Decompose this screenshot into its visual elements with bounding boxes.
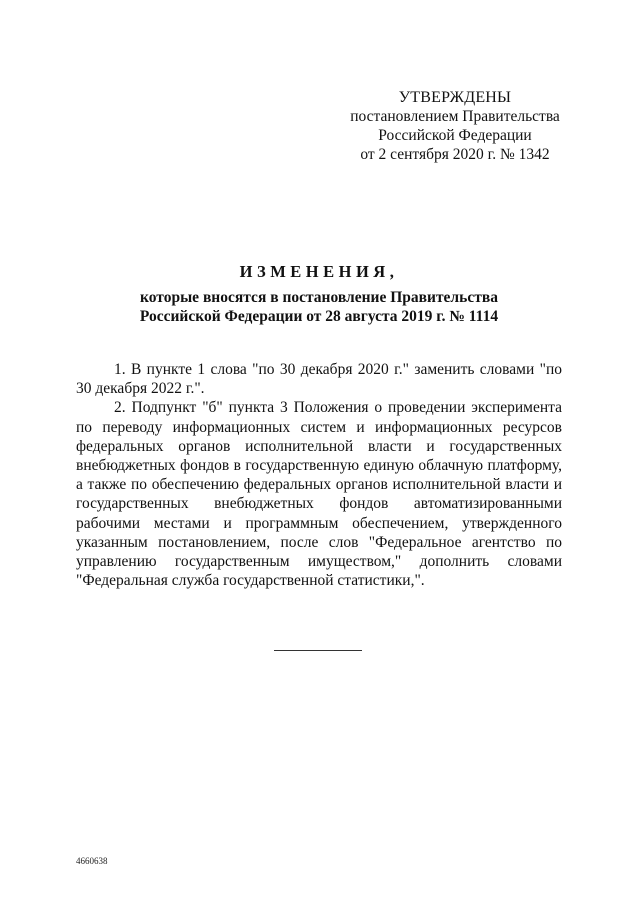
paragraph-2: 2. Подпункт "б" пункта 3 Положения о проведении эксперимента по переводу информационных систем и информационных ресурсов федеральных органов исполнительной власти и государственных внебюджетных фондов в государственную единую облачную платформу, а также по обеспечению федеральных органов исполнительной власти и государственных внебюджетных фондов автоматизированными рабочими местами и программным обеспечением, утвержденного указанным постановлением, после слов "Федеральное агентство по управлению государственным имуществом," дополнить словами "Федеральная служба государственной статистики,".	[76, 399, 562, 590]
subtitle-line-2: Российской Федерации от 28 августа 2019 г. № 1114	[139, 308, 499, 325]
document-title: ИЗМЕНЕНИЯ,	[239, 262, 399, 281]
document-subtitle	[76, 288, 562, 326]
end-separator-line	[274, 650, 362, 651]
approval-heading: УТВЕРЖДЕНЫ	[398, 89, 512, 106]
document-code: 4660638	[76, 856, 108, 866]
paragraph-1: 1. В пункте 1 слова "по 30 декабря 2020 г." заменить словами "по 30 декабря 2022 г.".	[76, 361, 562, 398]
approval-line-date-number: от 2 сентября 2020 г. № 1342	[360, 146, 550, 163]
subtitle-line-1: которые вносятся в постановление Правительства	[140, 289, 498, 306]
document-body	[76, 360, 562, 590]
approval-block	[330, 88, 580, 164]
approval-line-resolution: постановлением Правительства	[350, 108, 560, 125]
approval-line-federation: Российской Федерации	[378, 127, 532, 144]
